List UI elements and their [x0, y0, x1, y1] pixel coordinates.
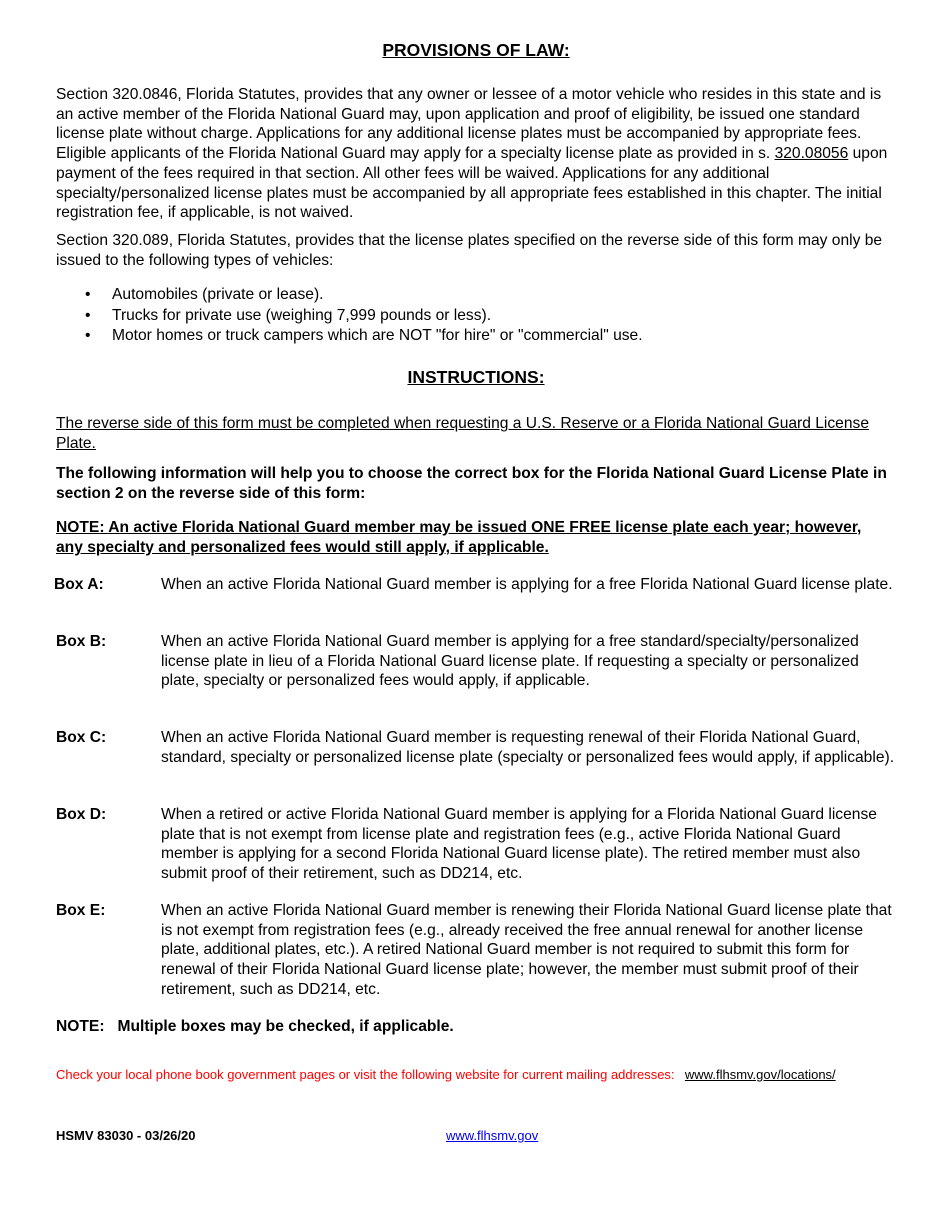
- box-d-label: Box D:: [56, 806, 107, 823]
- provisions-paragraph-1-end: upon payment of the fees required in that section. All other fees will be waived. Applications for any additional specialty/personalized license plates must be accompanied by all appropriate fees established in this chapter. The initial registration fee, if applicable, is not waived.: [56, 145, 888, 222]
- contact-line: [56, 1065, 896, 1085]
- vehicle-type-list: [56, 285, 892, 347]
- website-link[interactable]: www.flhsmv.gov: [446, 1128, 539, 1143]
- box-a-text: When an active Florida National Guard member is applying for a free Florida National Guard license plate.: [161, 576, 893, 593]
- list-item: • Automobiles (private or lease).: [56, 285, 892, 306]
- free-plate-note: [56, 518, 892, 557]
- multiple-boxes-note: NOTE: Multiple boxes may be checked, if applicable.: [56, 1018, 454, 1035]
- contact-text: Check your local phone book government pages or visit the following website for current mailing addresses:: [56, 1067, 675, 1082]
- list-item: • Trucks for private use (weighing 7,999 pounds or less).: [56, 306, 892, 327]
- form-id: HSMV 83030 - 03/26/20: [56, 1128, 196, 1143]
- statute-link-320-08056[interactable]: 320.08056: [774, 145, 849, 163]
- box-d-text: When a retired or active Florida National Guard member is applying for a Florida National Guard license plate that is not exempt from license plate and registration fees (e.g., active Florida National Guard member is applying for a second Florida National Guard license plate). The retired member must also submit proof of their retirement, such as DD214, etc.: [161, 806, 877, 883]
- box-a-label: Box A:: [54, 576, 104, 593]
- note-label: NOTE: [56, 519, 100, 536]
- provisions-paragraph-1: [56, 85, 892, 223]
- provisions-paragraph-1-start: Section 320.0846, Florida Statutes, provides that any owner or lessee of a motor vehicle who resides in this state and is an active member of the Florida National Guard may, upon application and proof of eligibility, be issued one standard license plate without charge. Applications for any additional license plates must be accompanied by appropriate fees. Eligible applicants of the Florida National Guard may apply for a specialty license plate as provided in s.: [56, 86, 882, 163]
- provisions-paragraph-2: Section 320.089, Florida Statutes, provides that the license plates specified on the reverse side of this form may only be issued to the following types of vehicles:: [56, 232, 883, 269]
- list-item: • Motor homes or truck campers which are NOT "for hire" or "commercial" use.: [56, 326, 892, 347]
- box-b-text: When an active Florida National Guard member is applying for a free standard/specialty/personalized license plate in lieu of a Florida National Guard license plate. If requesting a specialty or personalized plate, specialty or personalized fees would apply, if applicable.: [161, 633, 859, 690]
- instructions-title: INSTRUCTIONS:: [407, 367, 545, 387]
- box-e-text: When an active Florida National Guard member is renewing their Florida National Guard license plate that is not exempt from registration fees (e.g., already received the free annual renewal for another license plate, additional plates, etc.). A retired National Guard member is not required to submit this form for renewal of their Florida National Guard license plate; however, the member must submit proof of their retirement, such as DD214, etc.: [161, 902, 892, 998]
- note-text: An active Florida National Guard member may be issued ONE FREE license plate each year; however, any specialty and personalized fees would still apply, if applicable.: [56, 519, 862, 556]
- locations-link[interactable]: www.flhsmv.gov/locations/: [684, 1067, 836, 1082]
- box-b-label: Box B:: [56, 633, 107, 650]
- instructions-help: The following information will help you to choose the correct box for the Florida National Guard License Plate in section 2 on the reverse side of this form:: [56, 465, 887, 502]
- box-c-label: Box C:: [56, 729, 107, 746]
- provisions-title: PROVISIONS OF LAW:: [382, 40, 570, 60]
- box-e-label: Box E:: [56, 902, 106, 919]
- note-colon: :: [99, 519, 109, 536]
- box-c-text: When an active Florida National Guard member is requesting renewal of their Florida National Guard, standard, specialty or personalized license plate (specialty or personalized fees would apply, if applicable).: [161, 729, 895, 766]
- instructions-intro: The reverse side of this form must be completed when requesting a U.S. Reserve or a Florida National Guard License Plate.: [56, 415, 869, 452]
